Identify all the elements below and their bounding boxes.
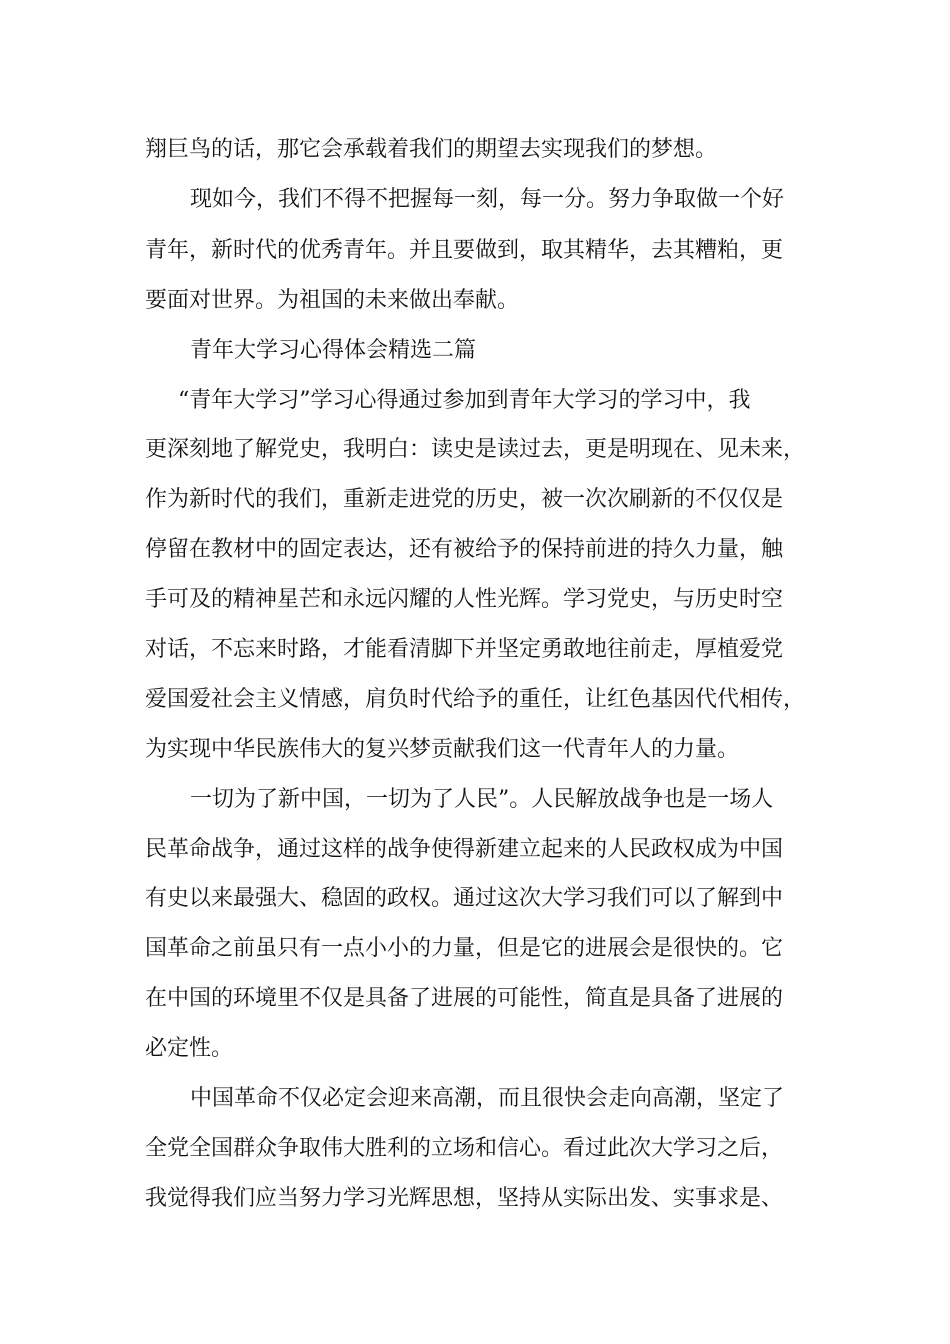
text-line: 一切为了新中国，一切为了人民”。人民解放战争也是一场人 (190, 787, 774, 812)
text-line: 翔巨鸟的话，那它会承载着我们的期望去实现我们的梦想。 (145, 137, 718, 162)
text-line: 为实现中华民族伟大的复兴梦贡献我们这一代青年人的力量。 (145, 737, 740, 762)
text-line: 作为新时代的我们，重新走进党的历史，被一次次刷新的不仅仅是 (145, 487, 784, 512)
text-line: 国革命之前虽只有一点小小的力量，但是它的进展会是很快的。它 (145, 936, 784, 961)
text-line: 停留在教材中的固定表达，还有被给予的保持前进的持久力量，触 (145, 537, 784, 562)
text-line: 中国革命不仅必定会迎来高潮，而且很快会走向高潮，坚定了 (190, 1086, 785, 1111)
text-line: 要面对世界。为祖国的未来做出奉献。 (145, 288, 520, 313)
text-line: “青年大学习”学习心得通过参加到青年大学习的学习中，我 (178, 388, 751, 413)
text-line: 对话，不忘来时路，才能看清脚下并坚定勇敢地往前走，厚植爱党 (145, 637, 784, 662)
text-line: 更深刻地了解党史，我明白：读史是读过去，更是明现在、见未来， (145, 437, 806, 462)
text-line: 民革命战争，通过这样的战争使得新建立起来的人民政权成为中国 (145, 837, 784, 862)
text-line: 我觉得我们应当努力学习光辉思想，坚持从实际出发、实事求是、 (145, 1186, 784, 1211)
text-line: 在中国的环境里不仅是具备了进展的可能性，简直是具备了进展的 (145, 986, 784, 1011)
text-line: 有史以来最强大、稳固的政权。通过这次大学习我们可以了解到中 (145, 886, 784, 911)
text-line: 现如今，我们不得不把握每一刻，每一分。努力争取做一个好 (190, 187, 785, 212)
text-line: 全党全国群众争取伟大胜利的立场和信心。看过此次大学习之后， (145, 1136, 784, 1161)
text-line: 必定性。 (145, 1036, 234, 1061)
text-line: 爱国爱社会主义情感，肩负时代给予的重任，让红色基因代代相传， (145, 687, 806, 712)
text-line: 青年，新时代的优秀青年。并且要做到，取其精华，去其糟粕，更 (145, 238, 784, 263)
section-heading: 青年大学习心得体会精选二篇 (190, 338, 477, 363)
text-line: 手可及的精神星芒和永远闪耀的人性光辉。学习党史，与历史时空 (145, 587, 784, 612)
